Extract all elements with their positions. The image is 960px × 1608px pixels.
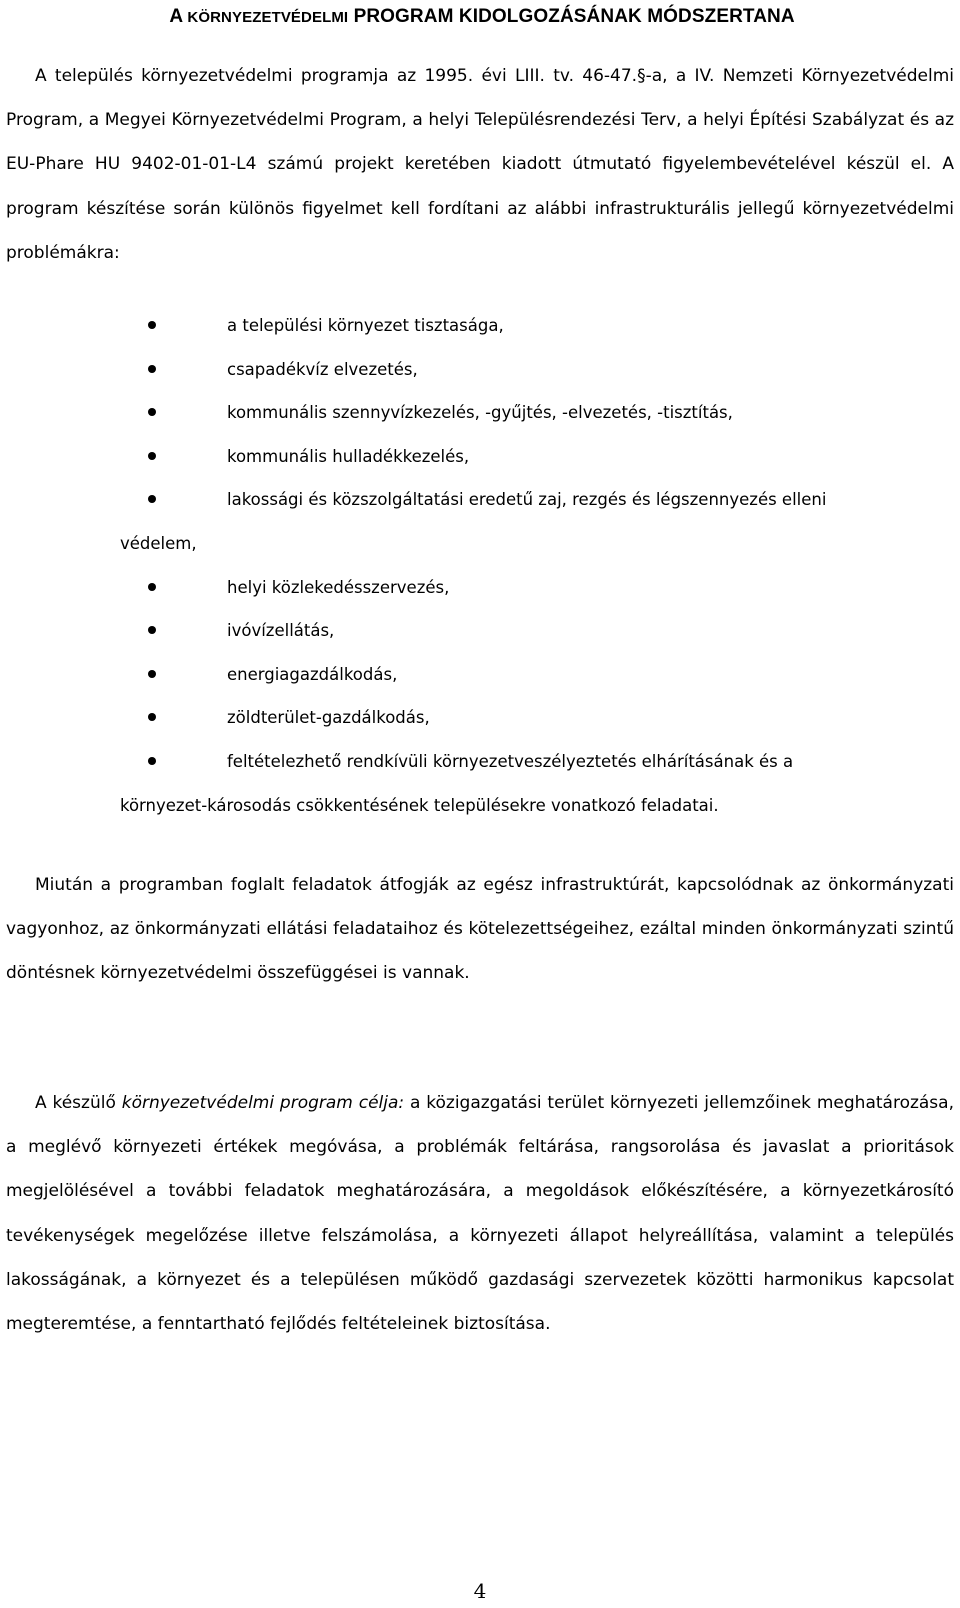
list-item [0,304,960,348]
goal-lead-text: A készülő [35,1093,122,1113]
list-item-text: feltételezhető rendkívüli környezetveszélyeztetés elhárításának és a [227,751,794,771]
title-smallcaps-word: KÖRNYEZETVÉDELMI [183,9,349,26]
document-title [22,6,942,29]
goal-term: környezetvédelmi program célja: [121,1093,405,1113]
title-rest: PROGRAM KIDOLGOZÁSÁNAK MÓDSZERTANA [348,6,795,27]
bullet-icon [148,321,156,329]
bullet-icon [148,626,156,634]
list-item-continuation [0,784,960,828]
intro-paragraph: A település környezetvédelmi programja az 1995. évi LIII. tv. 46-47.§-a, a IV. Nemzeti Környezetvédelmi Program, a Megyei Környezetvédelmi Program, a helyi Településrendezési Terv, a helyi Építési Szabályzat és az EU-Phare HU 9402-01-01-L4 számú projekt keretében kiadott útmutató figyelembevételével készül el. A program készítése során különös figyelmet kell fordítani az alábbi infrastrukturális jellegű környezetvédelmi problémákra: [6,66,954,263]
title-first-letter: A [169,6,184,27]
list-item [0,653,960,697]
list-item [0,696,960,740]
list-item-text: csapadékvíz elvezetés, [227,359,418,379]
list-item [0,740,960,784]
list-item-text: helyi közlekedésszervezés, [227,577,450,597]
program-goal-paragraph [6,1081,954,1346]
problem-list [0,304,960,827]
list-item [0,566,960,610]
bullet-icon [148,408,156,416]
list-item-text: zöldterület-gazdálkodás, [227,708,430,728]
bullet-icon [148,583,156,591]
list-item-text: energiagazdálkodás, [227,664,398,684]
infrastructure-paragraph: Miután a programban foglalt feladatok átfogják az egész infrastruktúrát, kapcsolódnak az önkormányzati vagyonhoz, az önkormányzati ellátási feladataihoz és kötelezettségeihez, ezáltal minden önkormányzati szintű döntésnek környezetvédelmi összefüggései is vannak. [6,875,954,984]
list-item [0,391,960,435]
bullet-icon [148,365,156,373]
list-item [0,348,960,392]
list-item-continuation [0,522,960,566]
bullet-icon [148,713,156,721]
list-item-text: kommunális szennyvízkezelés, -gyűjtés, -elvezetés, -tisztítás, [227,403,733,423]
list-item-text: ivóvízellátás, [227,621,335,641]
bullet-icon [148,452,156,460]
list-item-text: védelem, [120,533,197,553]
list-item-text: a települési környezet tisztasága, [227,316,504,335]
list-item [0,478,960,522]
list-item [0,435,960,479]
list-item-text: környezet-károsodás csökkentésének településekre vonatkozó feladatai. [120,795,719,815]
list-item [0,609,960,653]
list-item-text: lakossági és közszolgáltatási eredetű zaj, rezgés és légszennyezés elleni [227,490,827,510]
bullet-icon [148,670,156,678]
bullet-icon [148,757,156,765]
page-number: 4 [473,1579,487,1603]
list-item-text: kommunális hulladékkezelés, [227,446,470,466]
bullet-icon [148,495,156,503]
goal-body-text: a közigazgatási terület környezeti jellemzőinek meghatározása, a meglévő környezeti értékek megóvása, a problémák feltárása, rangsorolása és javaslat a prioritások megjelölésével a további feladatok meghatározására, a megoldások előkészítésére, a környezetkárosító tevékenységek megelőzése illetve felszámolása, a környezeti állapot helyreállítása, valamint a település lakosságának, a környezet és a településen működő gazdasági szervezetek közötti harmonikus kapcsolat megteremtése, a fenntartható fejlődés feltételeinek biztosítása. [6,1093,954,1335]
